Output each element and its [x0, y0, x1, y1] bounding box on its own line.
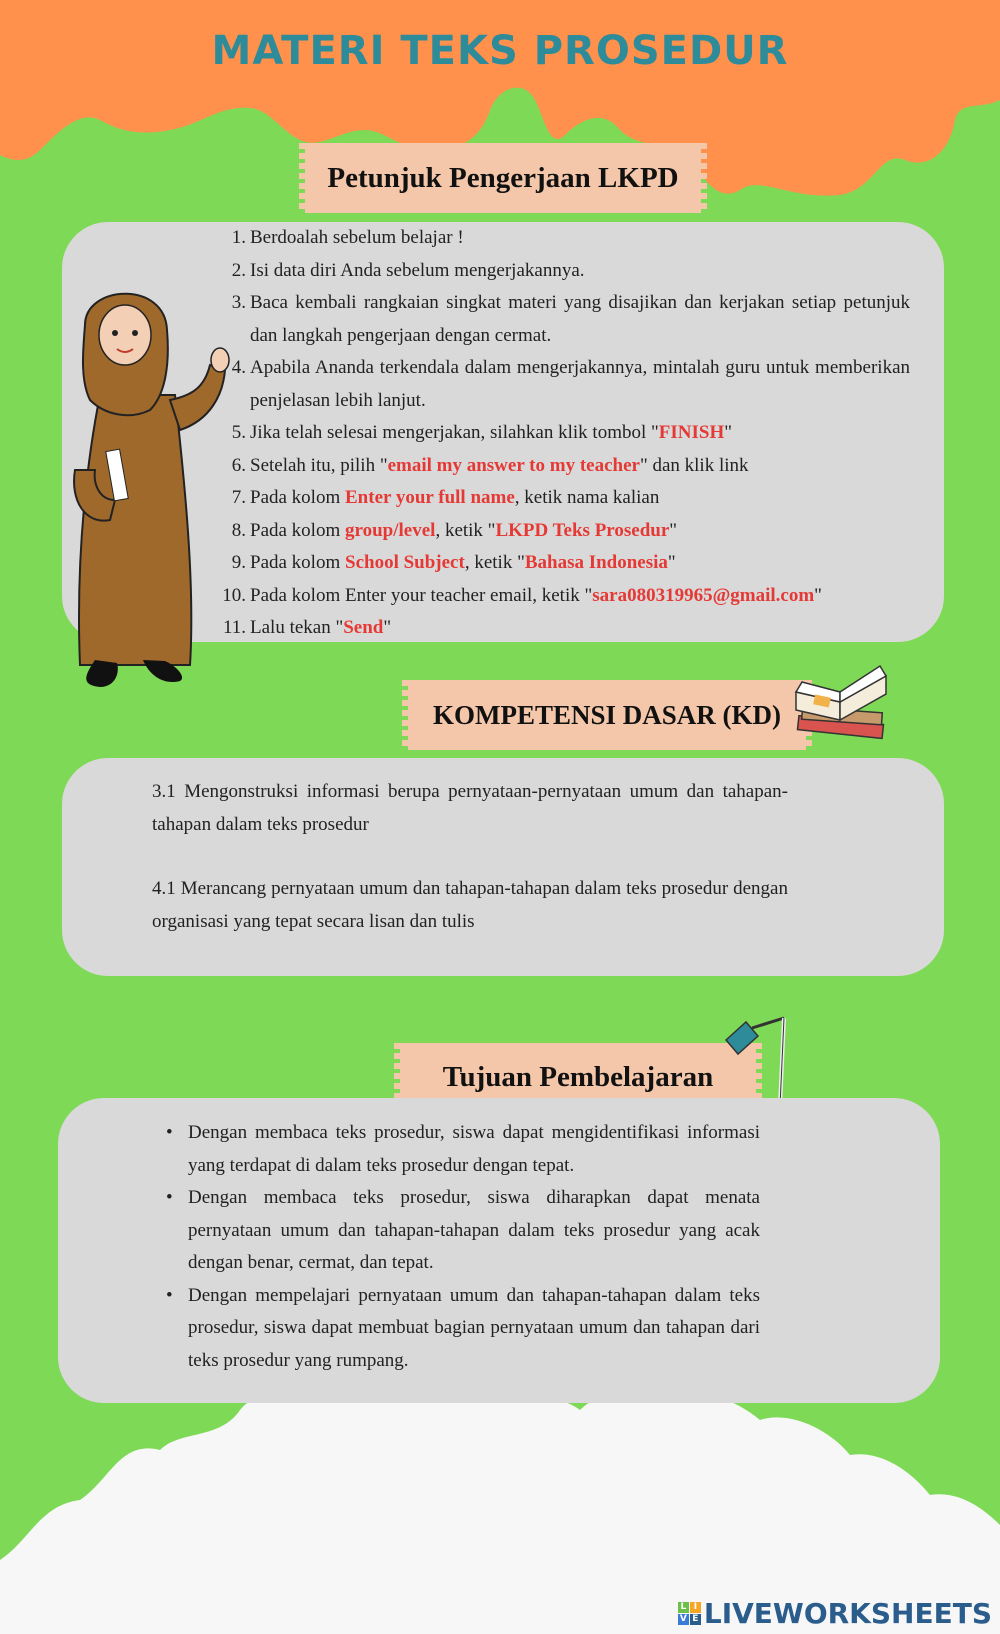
- step-text-part: " dan klik link: [639, 454, 749, 476]
- step-text-part: ": [814, 584, 822, 606]
- step-text: [250, 612, 910, 645]
- liveworksheets-brand[interactable]: [678, 1597, 992, 1630]
- step-text-part: Lalu tekan ": [250, 617, 344, 638]
- step-text: Berdoalah sebelum belajar !: [250, 227, 464, 248]
- logo-letter: V: [678, 1614, 689, 1625]
- step-highlight: Enter your full name: [345, 487, 515, 508]
- step-text-part: , ketik ": [435, 519, 496, 541]
- step-item: [210, 515, 910, 548]
- cloud-shape: [0, 1369, 1000, 1634]
- step-number: 1.: [231, 227, 246, 248]
- kd-item: 3.1 Mengonstruksi informasi berupa pernyataan-pernyataan umum dan tahapan-tahapan dalam teks prosedur: [152, 781, 788, 835]
- step-text: Baca kembali rangkaian singkat materi yang disajikan dan kerjakan setiap petunjuk dan langkah pengerjaan dengan cermat.: [250, 292, 910, 346]
- step-item: [210, 482, 910, 515]
- step-item: [210, 352, 910, 417]
- step-text: [250, 417, 910, 450]
- tujuan-list: [160, 1117, 760, 1377]
- logo-letter: I: [690, 1602, 701, 1613]
- petunjuk-heading-text: Petunjuk Pengerjaan LKPD: [327, 162, 679, 194]
- petunjuk-steps: [210, 222, 910, 645]
- step-item: [210, 255, 910, 288]
- step-text-part: Pada kolom: [250, 487, 345, 508]
- step-text-part: ": [724, 422, 732, 443]
- step-text-part: ": [667, 552, 676, 573]
- liveworksheets-logo-icon: [678, 1602, 701, 1625]
- step-text: Apabila Ananda terkendala dalam mengerjakannya, mintalah guru untuk memberikan penjelasan lebih lanjut.: [250, 357, 910, 411]
- step-number: 6.: [231, 454, 246, 476]
- step-text-part: Pada kolom: [250, 552, 345, 573]
- step-text-part: ": [383, 617, 392, 638]
- step-text: [250, 580, 910, 613]
- step-highlight: sara080319965@gmail.com: [592, 584, 815, 606]
- step-text: [250, 547, 910, 580]
- kd-panel: [62, 758, 944, 976]
- step-highlight: School Subject: [345, 552, 465, 573]
- step-item: [210, 580, 910, 613]
- step-text-part: , ketik nama kalian: [514, 487, 660, 508]
- step-number: 3.: [231, 292, 246, 313]
- kd-item: 4.1 Merancang pernyataan umum dan tahapan-tahapan dalam teks prosedur dengan organisasi yang tepat secara lisan dan tulis: [152, 878, 788, 932]
- brand-text: LIVEWORKSHEETS: [703, 1597, 992, 1630]
- step-text-part: Setelah itu, pilih ": [250, 454, 388, 476]
- step-text: Isi data diri Anda sebelum mengerjakannya.: [250, 259, 585, 281]
- logo-letter: L: [678, 1602, 689, 1613]
- step-text-part: Pada kolom Enter your teacher email, ketik ": [250, 584, 593, 606]
- tujuan-item: • Dengan membaca teks prosedur, siswa diharapkan dapat menata pernyataan umum dan tahapan-tahapan dalam teks prosedur yang acak dengan benar, cermat, dan tepat.: [160, 1182, 760, 1280]
- step-highlight: Bahasa Indonesia: [524, 552, 668, 573]
- step-highlight: email my answer to my teacher: [387, 454, 640, 476]
- step-text: [250, 482, 910, 515]
- step-text-part: Pada kolom: [250, 519, 345, 541]
- step-text: [250, 450, 910, 483]
- step-highlight: LKPD Teks Prosedur: [495, 519, 670, 541]
- tujuan-item: • Dengan mempelajari pernyataan umum dan tahapan-tahapan dalam teks prosedur, siswa dapat membuat bagian pernyataan umum dan tahapan dari teks prosedur yang rumpang.: [160, 1280, 760, 1378]
- step-item: [210, 547, 910, 580]
- step-item: [210, 222, 910, 255]
- step-number: 7.: [231, 487, 246, 508]
- step-item: [210, 417, 910, 450]
- step-text: [250, 515, 910, 548]
- petunjuk-heading: [305, 143, 701, 213]
- kd-heading-text: KOMPETENSI DASAR (KD): [432, 700, 782, 730]
- open-book-icon: [788, 662, 898, 752]
- step-text-part: , ketik ": [464, 552, 525, 573]
- kd-heading: [408, 680, 806, 750]
- page-title: MATERI TEKS PROSEDUR: [211, 28, 789, 74]
- step-item: [210, 612, 910, 645]
- step-text-part: Jika telah selesai mengerjakan, silahkan klik tombol ": [250, 422, 659, 443]
- step-highlight: FINISH: [658, 422, 725, 443]
- step-number: 10.: [222, 584, 246, 606]
- step-item: [210, 287, 910, 352]
- step-text-part: ": [669, 519, 678, 541]
- step-number: 2.: [231, 259, 246, 281]
- logo-letter: E: [690, 1614, 701, 1625]
- tujuan-item: • Dengan membaca teks prosedur, siswa dapat mengidentifikasi informasi yang terdapat di dalam teks prosedur dengan tepat.: [160, 1117, 760, 1182]
- step-number: 5.: [231, 422, 246, 443]
- tujuan-heading-text: Tujuan Pembelajaran: [442, 1061, 714, 1093]
- step-highlight: Send: [343, 617, 384, 638]
- step-number: 9.: [231, 552, 246, 573]
- step-highlight: group/level: [345, 519, 436, 541]
- step-number: 8.: [231, 519, 246, 541]
- step-item: [210, 450, 910, 483]
- step-number: 4.: [231, 357, 246, 378]
- step-number: 11.: [222, 617, 246, 638]
